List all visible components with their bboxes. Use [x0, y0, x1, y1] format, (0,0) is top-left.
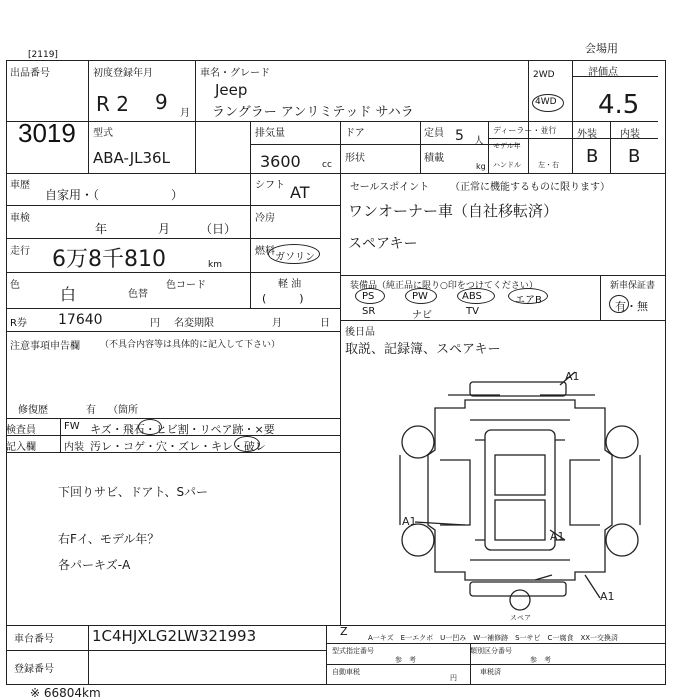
inspector-row1-tag: FW: [64, 421, 80, 432]
diagram-mark-1: A1: [565, 370, 580, 383]
registration-label: 登録番号: [14, 664, 54, 675]
lot-label: 出品番号: [10, 68, 50, 79]
repair-place: （箇所: [108, 405, 138, 416]
diagram-mark-2: A1: [402, 515, 417, 528]
dealer-label: ディーラー・並行: [493, 126, 557, 135]
inspector-note-3: 各パーキズ-A: [58, 558, 131, 572]
equip-airbag: エアB: [515, 295, 542, 306]
equip-abs: ABS: [462, 291, 482, 302]
notes-sub: （不具合内容等は具体的に記入して下さい）: [100, 340, 281, 350]
first-reg-month-unit: 月: [180, 108, 190, 119]
inspector-label-1: 検査員: [6, 425, 36, 436]
legend-ref-2: 参 考: [530, 656, 551, 664]
chassis-value: 1C4HJXLG2LW321993: [92, 627, 257, 645]
inspection-label: 車検: [10, 213, 30, 224]
warranty-label: 新車保証書: [610, 281, 656, 291]
venue-label: 会場用: [585, 42, 618, 55]
legend-codes: A一キズ E一エクボ U一凹み W一補修跡 S一サビ C一腐食 XX一交換済: [368, 634, 619, 642]
sales-point-line1: ワンオーナー車（自社移転済）: [348, 202, 559, 220]
color-label: 色: [10, 280, 20, 291]
remodel-label: 名変期限: [174, 318, 214, 329]
first-reg-era: R 2: [96, 92, 129, 116]
capacity-value: 5: [455, 128, 464, 144]
int-value: B: [628, 146, 641, 167]
handle-options: 左・右: [538, 161, 559, 169]
color-value: 白: [60, 285, 77, 304]
inspector-row2: 汚レ・コゲ・穴・ズレ・キレ・破レ: [90, 440, 266, 453]
fuel-gasoline: ガソリン: [275, 252, 315, 263]
recycle-value: 17640: [58, 312, 103, 328]
fuel-diesel: 軽 油: [278, 279, 302, 290]
fuel-bracket: ( ): [262, 292, 304, 305]
load-label: 積載: [424, 153, 444, 164]
footer-note: ※ 66804km: [30, 686, 101, 700]
color-code-label: 色コード: [166, 280, 206, 291]
first-reg-label: 初度登録年月: [93, 68, 153, 79]
ac-label: 冷房: [255, 213, 275, 224]
lot-number: 3019: [18, 118, 76, 148]
load-unit: kg: [476, 162, 486, 171]
diagram-mark-4: A1: [550, 530, 565, 543]
mileage-value: 6万8千810: [52, 247, 166, 272]
repair-label: 修復歴: [18, 405, 48, 416]
score-value: 4.5: [598, 90, 640, 120]
capacity-label: 定員: [424, 128, 444, 139]
rear-day-value: 取説、記録簿、スペアキー: [345, 342, 501, 357]
equip-pw: PW: [412, 291, 428, 302]
capacity-unit: 人: [474, 136, 484, 147]
equip-ps: PS: [362, 291, 375, 302]
legend-tax: 自動車税: [332, 668, 360, 676]
model-label: 型式: [93, 128, 113, 139]
sales-point-line2: スペアキー: [348, 236, 418, 252]
inspection-month: 月: [158, 222, 171, 236]
notes-label: 注意事項申告欄: [10, 341, 80, 352]
inspector-note-2: 右Fイ、モデル年？: [58, 532, 160, 546]
drive-2wd: 2WD: [533, 70, 555, 80]
recycle-unit: 円: [150, 318, 160, 329]
fuel-label: 燃料: [255, 246, 275, 257]
car-name-label: 車名・グレード: [200, 68, 270, 79]
history-value: 自家用・（ ）: [45, 188, 184, 202]
ext-value: B: [586, 146, 599, 167]
legend-model-year: 型式指定番号: [332, 647, 374, 655]
remodel-month: 月: [272, 318, 282, 329]
legend-z: Z: [340, 625, 348, 638]
doors-label: ドア: [345, 128, 365, 139]
legend-tax-paid: 車税済: [480, 668, 501, 676]
model-value: ABA-JL36L: [93, 149, 170, 167]
drive-4wd: 4WD: [535, 97, 557, 107]
equip-navi: ナビ: [412, 310, 432, 321]
inspector-row2-tag: 内装: [64, 442, 84, 453]
displacement-unit: cc: [322, 160, 332, 170]
score-label: 評価点: [588, 67, 618, 78]
displacement-value: 3600: [260, 152, 301, 171]
warranty-value: 有・無: [615, 300, 648, 313]
int-label: 内装: [620, 129, 640, 140]
model-year-label: モデル年: [493, 142, 521, 150]
first-reg-month: 9: [155, 90, 168, 114]
displacement-label: 排気量: [255, 128, 285, 139]
equip-sr: SR: [362, 306, 376, 317]
inspection-year: 年: [95, 222, 108, 236]
diagram-mark-3: A1: [600, 590, 615, 603]
mileage-label: 走行: [10, 246, 30, 257]
car-grade: ラングラー アンリミテッド サハラ: [212, 105, 414, 120]
rear-day-label: 後日品: [345, 327, 375, 338]
diagram-spare: スペア: [510, 614, 531, 622]
sheet-code: [2119]: [28, 50, 58, 60]
repair-value: 有: [86, 405, 96, 416]
mileage-unit: km: [208, 260, 222, 270]
sales-point-label: セールスポイント: [350, 182, 430, 193]
shift-label: シフト: [255, 180, 285, 191]
equipment-label: 装備品（純正品に限り○印をつけてください）: [350, 281, 538, 291]
legend-yen: 円: [450, 674, 457, 682]
sales-point-note: （正常に機能するものに限ります）: [450, 182, 610, 193]
shift-value: AT: [290, 183, 310, 202]
color-replace-label: 色替: [128, 289, 148, 300]
legend-ref-1: 参 考: [395, 656, 416, 664]
ext-label: 外装: [577, 129, 597, 140]
inspection-day: （日）: [200, 222, 237, 236]
remodel-day: 日: [320, 318, 330, 329]
handle-label: ハンドル: [493, 161, 521, 169]
inspector-row1: キズ・飛石・ヒビ割・リペア跡・×要: [90, 423, 275, 436]
shape-label: 形状: [345, 153, 365, 164]
history-label: 車歴: [10, 180, 30, 191]
equip-tv: TV: [466, 306, 479, 317]
car-make: Jeep: [215, 81, 248, 99]
inspector-note-1: 下回りサビ、ドアト、Sパー: [58, 485, 209, 499]
inspector-label-2: 記入欄: [6, 442, 36, 453]
chassis-label: 車台番号: [14, 634, 54, 645]
recycle-label: R券: [10, 318, 27, 329]
legend-class: 類別区分番号: [470, 647, 512, 655]
